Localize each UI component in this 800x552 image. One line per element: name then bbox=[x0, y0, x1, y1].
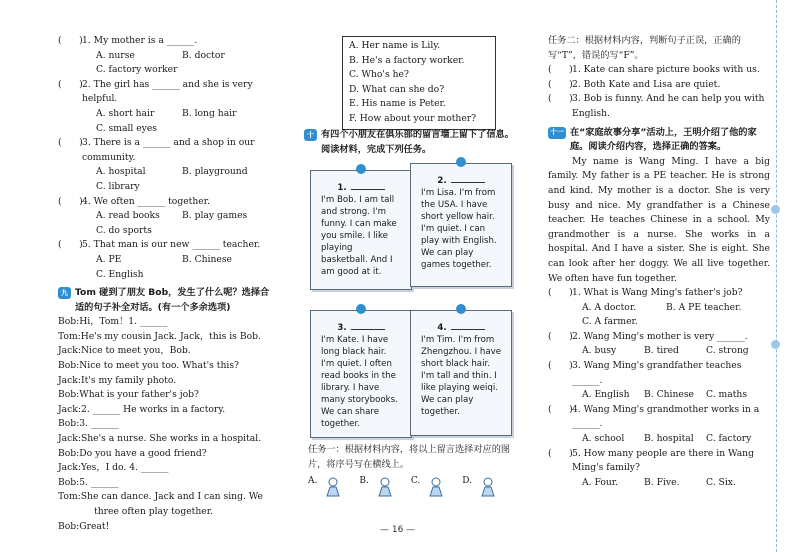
pin-icon bbox=[456, 157, 466, 167]
question-text: 3. Wang Ming's grandfather teaches ______. bbox=[572, 360, 742, 386]
answer-paren[interactable]: ( ) bbox=[58, 137, 83, 149]
dialogue-line bbox=[58, 476, 276, 491]
option-row bbox=[58, 122, 276, 137]
section-badge: 十一 bbox=[548, 127, 566, 139]
dialogue-line bbox=[58, 344, 276, 359]
option-row bbox=[548, 301, 770, 316]
question-text: 4. We often ______ together. bbox=[82, 195, 211, 207]
option: A. A doctor. bbox=[582, 301, 637, 313]
dialogue-text: 3. ______ bbox=[79, 418, 119, 430]
speaker: Bob: bbox=[58, 447, 80, 459]
dialogue-text: She can dance. Jack and I can sing. We bbox=[80, 491, 263, 503]
left-column bbox=[58, 34, 276, 534]
true-false-item bbox=[548, 78, 770, 93]
binding-hole bbox=[771, 205, 780, 214]
option: B. A PE teacher. bbox=[666, 301, 742, 313]
option: C. factory worker bbox=[96, 64, 178, 76]
dialogue-option: A. Her name is Lily. bbox=[349, 40, 441, 51]
answer-paren[interactable]: ( ) bbox=[58, 78, 83, 90]
option: C. small eyes bbox=[96, 122, 158, 134]
task-one bbox=[308, 443, 518, 472]
speaker: Bob: bbox=[58, 476, 80, 488]
option-row bbox=[58, 268, 276, 283]
dialogue-line bbox=[58, 374, 276, 389]
card-text: I'm Tim. I'm from Zhengzhou. I have short black hair. I'm tall and thin. I like playing weiqi. We can play together. bbox=[421, 335, 501, 417]
option: C. English bbox=[96, 268, 144, 280]
question bbox=[58, 78, 276, 107]
answer-paren[interactable]: ( ) bbox=[548, 447, 573, 459]
option: C. Six. bbox=[706, 476, 736, 488]
option: A. hospital bbox=[96, 166, 146, 178]
answer-paren[interactable]: ( ) bbox=[548, 403, 573, 415]
option: A. Four. bbox=[582, 476, 619, 488]
dialogue-text: Do you have a good friend? bbox=[79, 447, 207, 459]
option: B. tired bbox=[644, 345, 679, 357]
option: C. factory bbox=[706, 433, 752, 445]
option: B. play games bbox=[182, 210, 248, 222]
dialogue-line bbox=[58, 447, 276, 462]
answer-paren[interactable]: ( ) bbox=[548, 360, 573, 372]
question-text: 1. My mother is a ______. bbox=[82, 35, 198, 46]
option: A. busy bbox=[582, 345, 617, 357]
child-illustration-icon bbox=[371, 476, 401, 498]
picture-option[interactable] bbox=[411, 476, 452, 498]
pin-icon bbox=[356, 164, 366, 174]
card-number: 4. bbox=[437, 323, 447, 333]
dialogue-text: What is your father's job? bbox=[79, 389, 199, 401]
picture-option[interactable] bbox=[359, 476, 400, 498]
question bbox=[58, 195, 276, 210]
answer-blank[interactable] bbox=[351, 179, 385, 190]
section-ten-header bbox=[304, 128, 514, 157]
card-text: I'm Bob. I am tall and strong. I'm funny. I can make you smile. I like playing basketball. And I am good at it. bbox=[321, 195, 397, 277]
section-title: 在“家庭故事分享”活动上，王明介绍了他的家庭。阅读介绍内容，选择正确的答案。 bbox=[570, 126, 757, 153]
dialogue-option: F. How about your mother? bbox=[349, 112, 477, 124]
dialogue-text: Hi，Tom！1. ______ bbox=[79, 316, 168, 328]
speaker: Bob: bbox=[58, 418, 80, 430]
option-row bbox=[58, 165, 276, 180]
dialogue-text: 2. ______ He works in a factory. bbox=[80, 403, 226, 415]
binding-line bbox=[776, 0, 777, 552]
dialogue-option: D. What can she do? bbox=[349, 83, 445, 95]
child-illustration-icon bbox=[474, 476, 504, 498]
question bbox=[58, 34, 276, 49]
dialogue-text: Yes，I do. 4. ______ bbox=[80, 462, 169, 474]
option-row bbox=[58, 180, 276, 195]
option-row bbox=[548, 476, 770, 491]
pin-icon bbox=[456, 304, 466, 314]
dialogue-line bbox=[58, 432, 276, 447]
picture-label: C. bbox=[410, 476, 421, 486]
speaker: Jack: bbox=[58, 345, 81, 357]
card-number: 1. bbox=[337, 183, 347, 193]
option-row bbox=[548, 432, 770, 447]
option: B. Five. bbox=[644, 476, 680, 488]
card-header bbox=[321, 179, 401, 194]
option-row bbox=[58, 49, 276, 64]
question bbox=[548, 403, 770, 432]
message-card bbox=[310, 310, 412, 438]
message-card bbox=[410, 310, 512, 436]
option: B. long hair bbox=[182, 107, 237, 119]
speaker: Jack: bbox=[58, 433, 81, 445]
dialogue-options-box bbox=[342, 36, 496, 130]
dialogue-line bbox=[58, 505, 276, 520]
section-badge: 九 bbox=[58, 287, 71, 299]
card-header bbox=[421, 319, 501, 334]
dialogue-text: She's a nurse. She works in a hospital. bbox=[80, 433, 262, 445]
option-row bbox=[548, 388, 770, 403]
option: B. Chinese bbox=[182, 253, 232, 265]
true-false-item bbox=[548, 63, 770, 78]
option: B. doctor bbox=[182, 49, 225, 61]
answer-blank[interactable] bbox=[451, 172, 485, 183]
speaker: Tom: bbox=[58, 491, 81, 503]
answer-paren[interactable]: ( ) bbox=[548, 78, 573, 90]
statement-text: 1. Kate can share picture books with us. bbox=[572, 64, 760, 76]
speaker: Jack: bbox=[58, 462, 81, 474]
question-text: 1. What is Wang Ming's father's job? bbox=[572, 287, 743, 299]
card-text: I'm Lisa. I'm from the USA. I have short yellow hair. I'm quiet. I can play with English. We can play games together. bbox=[421, 188, 497, 270]
option: C. library bbox=[96, 180, 140, 192]
question-text: 2. The girl has ______ and she is very helpful. bbox=[82, 78, 253, 105]
option: C. do sports bbox=[96, 224, 152, 236]
picture-options bbox=[308, 476, 504, 498]
answer-paren[interactable]: ( ) bbox=[548, 64, 573, 76]
section-title: 有四个小朋友在俱乐部的留言墙上留下了信息。阅读材料，完成下列任务。 bbox=[321, 129, 514, 155]
dialogue-text: three often play together. bbox=[94, 506, 213, 517]
question-text: 4. Wang Ming's grandmother works in a ______. bbox=[572, 403, 760, 430]
picture-label: A. bbox=[308, 476, 318, 486]
right-column bbox=[548, 34, 770, 490]
option: A. school bbox=[582, 433, 625, 445]
answer-paren[interactable]: ( ) bbox=[58, 35, 83, 46]
option-row bbox=[58, 253, 276, 268]
dialogue-line bbox=[58, 330, 276, 345]
true-false-item bbox=[548, 92, 770, 121]
dialogue-line bbox=[58, 461, 276, 476]
answer-paren[interactable]: ( ) bbox=[58, 195, 83, 207]
option-row bbox=[548, 315, 770, 330]
dialogue-option: B. He's a factory worker. bbox=[349, 54, 465, 66]
option: C. A farmer. bbox=[582, 316, 638, 328]
section-nine-header bbox=[58, 286, 276, 315]
pin-icon bbox=[356, 304, 366, 314]
task-one-text: 任务一：根据材料内容，将以上留言选择对应的图片，将序号写在横线上。 bbox=[308, 444, 511, 470]
answer-paren[interactable]: ( ) bbox=[548, 93, 573, 105]
picture-label: D. bbox=[462, 476, 473, 486]
option: A. nurse bbox=[96, 49, 135, 61]
reading-passage: My name is Wang Ming. I have a big family. My father is a PE teacher. He is strong and kind. My mother is a doctor. She is very busy and nice. My grandfather is a Chinese teacher. He teaches Chinese in a school. My grandmother is a nurse. She works in a hospital. And I have a sister. She is eight. She can look after her doggy. We all live together. We often have fun together. bbox=[548, 155, 770, 284]
option-row bbox=[58, 209, 276, 224]
option: A. PE bbox=[96, 253, 122, 265]
answer-paren[interactable]: ( ) bbox=[548, 287, 573, 299]
picture-option[interactable] bbox=[462, 476, 504, 498]
picture-label: B. bbox=[359, 476, 369, 486]
question bbox=[58, 136, 276, 165]
option-row bbox=[58, 224, 276, 239]
card-number: 3. bbox=[337, 323, 347, 333]
multiple-choice-section bbox=[58, 34, 276, 282]
reading-questions bbox=[548, 286, 770, 490]
page-number: — 16 — bbox=[380, 525, 416, 535]
option: A. short hair bbox=[96, 107, 155, 119]
message-card bbox=[410, 163, 512, 287]
question-text: 5. That man is our new ______ teacher. bbox=[82, 239, 261, 251]
option: A. English bbox=[582, 389, 630, 401]
option-row bbox=[58, 107, 276, 122]
question bbox=[548, 286, 770, 301]
true-false-list bbox=[548, 63, 770, 121]
option: C. strong bbox=[706, 345, 749, 357]
dialogue-line bbox=[58, 490, 276, 505]
middle-column bbox=[304, 124, 514, 157]
dialogue-text: Nice to meet you too. What's this? bbox=[79, 360, 239, 372]
speaker: Bob: bbox=[58, 520, 80, 532]
question bbox=[548, 447, 770, 476]
speaker: Bob: bbox=[58, 360, 80, 372]
answer-blank[interactable] bbox=[351, 319, 385, 330]
card-number: 2. bbox=[437, 176, 447, 186]
dialogue-text: He's my cousin Jack. Jack，this is Bob. bbox=[80, 330, 261, 342]
option: B. hospital bbox=[644, 433, 694, 445]
speaker: Bob: bbox=[58, 389, 80, 401]
card-header bbox=[321, 319, 401, 334]
option: B. playground bbox=[182, 166, 248, 178]
answer-blank[interactable] bbox=[451, 319, 485, 330]
question bbox=[58, 238, 276, 253]
statement-text: 3. Bob is funny. And he can help you with English. bbox=[572, 93, 765, 119]
message-card bbox=[310, 170, 412, 290]
answer-paren[interactable]: ( ) bbox=[58, 239, 83, 251]
option-row bbox=[58, 63, 276, 78]
speaker: Tom: bbox=[58, 330, 81, 342]
dialogue-text: It's my family photo. bbox=[80, 374, 177, 386]
dialogue-option: C. Who's he? bbox=[349, 69, 409, 81]
task-two-text: 任务二：根据材料内容，判断句子正误，正确的写“T”，错误的写“F”。 bbox=[548, 35, 741, 61]
section-eleven-header bbox=[548, 126, 770, 155]
question bbox=[548, 330, 770, 345]
question-text: 3. There is a ______ and a shop in our community. bbox=[82, 137, 255, 163]
question bbox=[548, 359, 770, 388]
statement-text: 2. Both Kate and Lisa are quiet. bbox=[572, 78, 721, 90]
card-header bbox=[421, 172, 501, 187]
dialogue-text: 5. ______ bbox=[79, 476, 119, 488]
speaker: Bob: bbox=[58, 316, 80, 328]
section-title: Tom 碰到了朋友 Bob，发生了什么呢？选择合适的句子补全对话。(有一个多余选项) bbox=[75, 287, 270, 313]
section-badge: 十 bbox=[304, 129, 317, 141]
question-text: 2. Wang Ming's mother is very ______. bbox=[572, 330, 748, 342]
dialogue-line bbox=[58, 520, 276, 535]
speaker: Jack: bbox=[58, 374, 81, 386]
option: C. maths bbox=[706, 389, 748, 401]
dialogue bbox=[58, 315, 276, 534]
option: A. read books bbox=[96, 210, 160, 222]
dialogue-option: E. His name is Peter. bbox=[349, 98, 446, 110]
binding-hole bbox=[771, 340, 780, 349]
answer-paren[interactable]: ( ) bbox=[548, 330, 573, 342]
dialogue-line bbox=[58, 417, 276, 432]
dialogue-text: Nice to meet you，Bob. bbox=[80, 345, 191, 357]
dialogue-line bbox=[58, 388, 276, 403]
option-row bbox=[548, 344, 770, 359]
question-text: 5. How many people are there in Wang Ming's family? bbox=[572, 447, 754, 474]
child-illustration-icon bbox=[422, 476, 452, 498]
child-illustration-icon bbox=[319, 476, 349, 498]
speaker: Jack: bbox=[58, 403, 81, 415]
dialogue-line bbox=[58, 359, 276, 374]
card-text: I'm Kate. I have long black hair. I'm quiet. I often read books in the library. I have many storybooks. We can share together. bbox=[321, 335, 398, 429]
option: B. Chinese bbox=[644, 389, 694, 401]
dialogue-text: Great! bbox=[79, 520, 110, 532]
dialogue-line bbox=[58, 403, 276, 418]
picture-option[interactable] bbox=[308, 476, 349, 498]
dialogue-line bbox=[58, 315, 276, 330]
